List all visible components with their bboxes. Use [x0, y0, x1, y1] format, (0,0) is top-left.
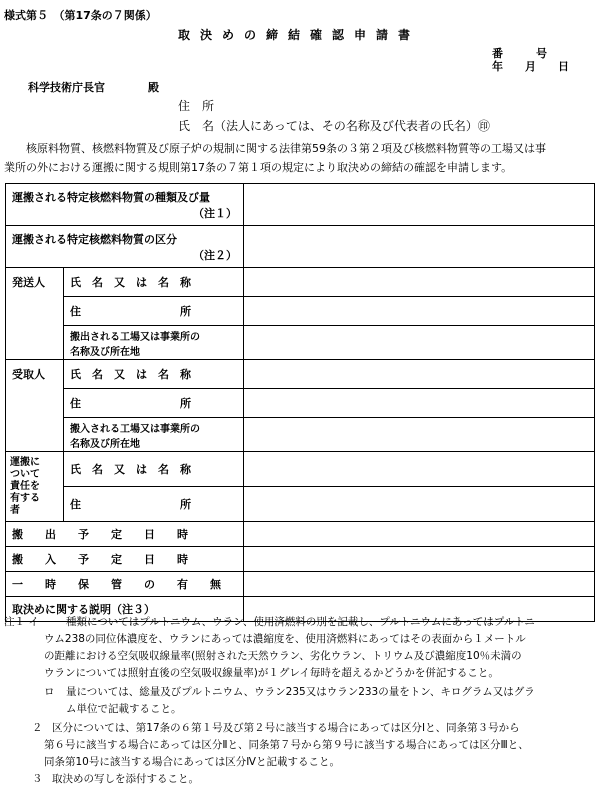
responsible-address-field[interactable] [244, 487, 595, 522]
sender-facility-line-2: 名称及び所在地 [70, 346, 140, 358]
material-category-field[interactable] [244, 226, 595, 268]
responsible-party-line: 者 [10, 504, 20, 516]
note-1-i-line-1: 種類についてはプルトニウム、ウラン、使用済燃料の別を記載し、プルトニウムにあってはプルトニ [66, 616, 535, 628]
note-1-ro-line-2: ム単位で記載すること。 [66, 703, 182, 715]
table-row [6, 297, 595, 326]
arrival-date-label: 搬 入 予 定 日 時 [6, 547, 244, 572]
form-number: 様式第５ （第17条の７関係） [4, 9, 157, 22]
application-statement-line-2: 業所の外における運搬に関する規則第17条の７第１項の規定により取決めの締結の確認を申請します。 [4, 161, 513, 174]
sender-group-label: 発送人 [6, 268, 64, 360]
note-3-prefix: ３ [32, 773, 43, 785]
dispatch-date-label: 搬 出 予 定 日 時 [6, 522, 244, 547]
note-2-prefix: ２ [32, 722, 43, 734]
arrival-date-field[interactable] [244, 547, 595, 572]
material-category-label [6, 226, 244, 268]
date-label: 年 月 日 [492, 60, 569, 73]
material-category-text: 運搬される特定核燃料物質の区分 [12, 232, 177, 246]
note-ref-1: （注１） [193, 206, 237, 220]
document-title: 取決めの締結確認申請書 [178, 28, 421, 42]
note-2-line-3: 同条第10号に該当する場合にあっては区分Ⅳと記載すること。 [44, 756, 340, 768]
application-statement-line-1: 核原料物質、核燃料物質及び原子炉の規制に関する法律第59条の３第２項及び核燃料物質等の工場又は事 [26, 142, 546, 155]
note-2-line-2: 第６号に該当する場合にあっては区分Ⅱと、同条第７号から第９号に該当する場合にあっては区分Ⅲと、 [44, 739, 529, 751]
table-row [6, 268, 595, 297]
note-1-i-line-4: ウランについては照射直後の空気吸収線量率)が１グレイ毎時を超えるかどうかを併記すること。 [44, 667, 499, 679]
receiver-group-label: 受取人 [6, 360, 64, 452]
note-1-prefix: 注１ イ [4, 616, 39, 628]
receiver-address-field[interactable] [244, 389, 595, 418]
note-1-i-line-2: ウム238の同位体濃度を、ウランにあっては濃縮度を、使用済燃料にあってはその表面から１メートル [44, 633, 526, 645]
material-type-quantity-label [6, 184, 244, 226]
material-type-quantity-field[interactable] [244, 184, 595, 226]
sender-address-label: 住 所 [64, 297, 244, 326]
addressee-honorific: 殿 [148, 81, 159, 94]
receiver-name-field[interactable] [244, 360, 595, 389]
applicant-name-label: 氏 名（法人にあっては、その名称及び代表者の氏名）㊞ [178, 119, 490, 133]
sender-name-field[interactable] [244, 268, 595, 297]
responsible-party-line: 責任を [10, 480, 40, 492]
note-2-line-1: 区分については、第17条の６第１号及び第２号に該当する場合にあっては区分Ⅰと、同条第３号から [52, 722, 520, 734]
sender-name-label: 氏 名 又 は 名 称 [64, 268, 244, 297]
receiver-facility-field[interactable] [244, 418, 595, 452]
sender-address-field[interactable] [244, 297, 595, 326]
temporary-storage-field[interactable] [244, 572, 595, 597]
responsible-name-field[interactable] [244, 452, 595, 487]
receiver-facility-label [64, 418, 244, 452]
note-ref-2: （注２） [193, 248, 237, 262]
responsible-party-group-label [6, 452, 64, 522]
note-1-ro-prefix: ロ [44, 686, 55, 698]
note-1-ro-line-1: 量については、総量及びプルトニウム、ウラン235又はウラン233の量をトン、キログラム又はグラ [66, 686, 535, 698]
dispatch-date-field[interactable] [244, 522, 595, 547]
sender-facility-label [64, 326, 244, 360]
applicant-address-label: 住 所 [178, 99, 215, 113]
table-row [6, 452, 595, 487]
note-1-i-line-3: の距離における空気吸収線量率(照射された天然ウラン、劣化ウラン、トリウム及び濃縮度10％未満の [44, 650, 522, 662]
note-3-line-1: 取決めの写しを添付すること。 [52, 773, 199, 785]
table-row [6, 389, 595, 418]
responsible-party-line: ついて [10, 468, 40, 480]
responsible-address-label: 住 所 [64, 487, 244, 522]
table-row [6, 522, 595, 547]
agreement-explanation-label: 取決めに関する説明（注３） [6, 597, 244, 622]
table-row [6, 326, 595, 360]
table-row [6, 226, 595, 268]
receiver-name-label: 氏 名 又 は 名 称 [64, 360, 244, 389]
sender-facility-field[interactable] [244, 326, 595, 360]
table-row [6, 487, 595, 522]
table-row [6, 184, 595, 226]
table-row [6, 360, 595, 389]
table-row [6, 418, 595, 452]
receiver-facility-line-2: 名称及び所在地 [70, 438, 140, 450]
receiver-address-label: 住 所 [64, 389, 244, 418]
addressee: 科学技術庁長官 [28, 81, 105, 94]
temporary-storage-label: 一 時 保 管 の 有 無 [6, 572, 244, 597]
number-label: 番 号 [492, 47, 547, 60]
material-type-quantity-text: 運搬される特定核燃料物質の種類及び量 [12, 190, 210, 204]
responsible-party-line: 運搬に [10, 456, 40, 468]
table-row [6, 572, 595, 597]
application-form-table [5, 183, 595, 622]
sender-facility-line-1: 搬出される工場又は事業所の [70, 331, 200, 343]
table-row [6, 547, 595, 572]
responsible-party-line: 有する [10, 492, 40, 504]
responsible-name-label: 氏 名 又 は 名 称 [64, 452, 244, 487]
receiver-facility-line-1: 搬入される工場又は事業所の [70, 423, 200, 435]
